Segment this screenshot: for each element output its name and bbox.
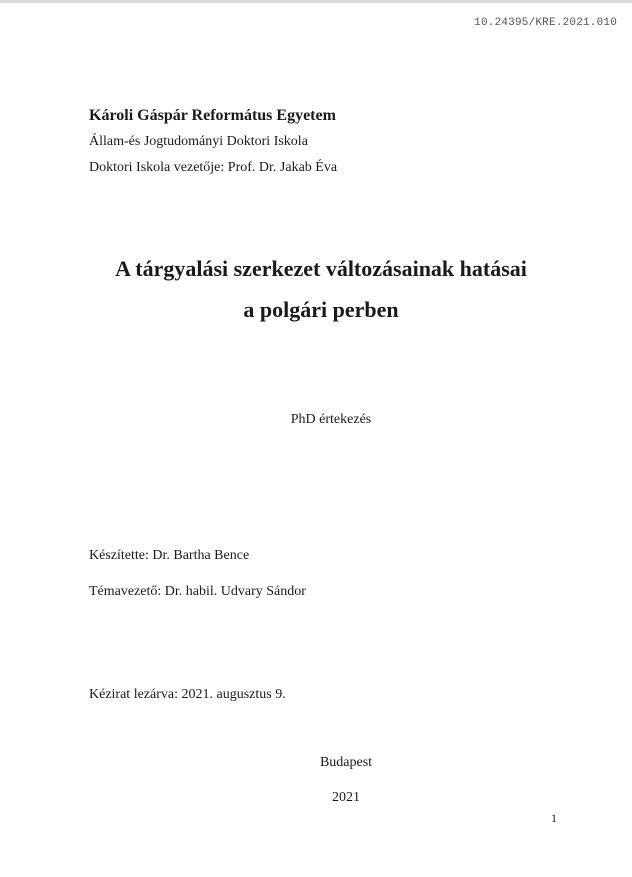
thesis-title-line-1: A tárgyalási szerkezet változásainak hatásai: [115, 256, 527, 281]
page-top-border: [0, 0, 632, 3]
page-number: 1: [551, 811, 557, 825]
thesis-title-line-2: a polgári perben: [243, 297, 399, 322]
year: 2021: [332, 790, 360, 805]
doctoral-school: Állam-és Jogtudományi Doktori Iskola: [89, 134, 308, 149]
supervisor-credit: Témavezető: Dr. habil. Udvary Sándor: [89, 584, 306, 599]
institution-name: Károli Gáspár Református Egyetem: [89, 107, 336, 124]
author-credit: Készítette: Dr. Bartha Bence: [89, 548, 250, 563]
school-head: Doktori Iskola vezetője: Prof. Dr. Jakab Éva: [89, 160, 338, 175]
doi-identifier: 10.24395/KRE.2021.010: [474, 17, 617, 29]
manuscript-closed-date: Kézirat lezárva: 2021. augusztus 9.: [89, 687, 286, 702]
document-type: PhD értekezés: [290, 412, 372, 427]
city: Budapest: [319, 755, 373, 770]
